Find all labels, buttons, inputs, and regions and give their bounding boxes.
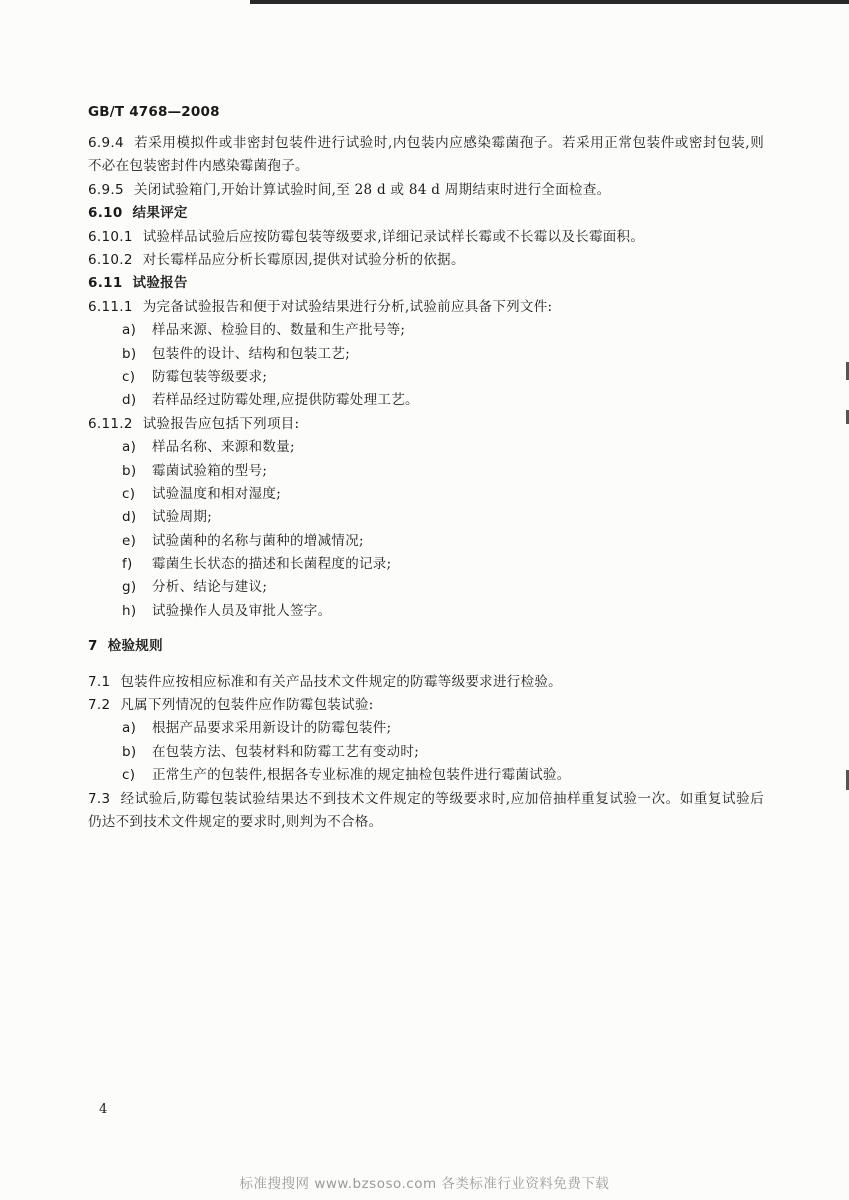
clause-number: 6.11 (88, 275, 123, 292)
clause-number: 6.11.1 (88, 298, 133, 315)
list-item (88, 436, 764, 459)
clause-text: 试验样品试验后应按防霉包装等级要求,详细记录试样长霉或不长霉以及长霉面积。 (142, 228, 645, 245)
list-item (88, 389, 764, 412)
clause-title: 结果评定 (132, 205, 188, 222)
clause-text: 对长霉样品应分析长霉原因,提供对试验分析的依据。 (142, 251, 465, 268)
clause-text: 关闭试验箱门,开始计算试验时间,至 28 d 或 84 d 周期结束时进行全面检查。 (133, 181, 611, 198)
clause-6-10-heading (88, 202, 764, 225)
clause-text: 经试验后,防霉包装试验结果达不到技术文件规定的等级要求时,应加倍抽样重复试验一次。如重复试验后仍达不到技术文件规定的要求时,则判为不合格。 (88, 790, 764, 830)
item-label: a) (122, 322, 137, 339)
list-item (88, 506, 764, 529)
document-body (88, 132, 764, 834)
clause-number: 6.10.1 (88, 228, 133, 245)
item-label: a) (122, 439, 137, 456)
item-text: 若样品经过防霉处理,应提供防霉处理工艺。 (152, 392, 419, 409)
clause-6-11-heading (88, 272, 764, 295)
clause-text: 凡属下列情况的包装件应作防霉包装试验: (120, 697, 374, 714)
clause-title: 试验报告 (132, 275, 188, 292)
clause-number: 6.9.4 (88, 135, 124, 151)
item-label: d) (122, 509, 137, 526)
clause-title: 检验规则 (107, 638, 163, 655)
list-item (88, 319, 764, 342)
section-spacer (88, 623, 764, 635)
clause-text: 包装件应按相应标准和有关产品技术文件规定的防霉等级要求进行检验。 (120, 673, 562, 690)
item-text: 霉菌生长状态的描述和长菌程度的记录; (152, 556, 392, 573)
clause-7-3 (88, 788, 764, 835)
item-label: b) (122, 462, 137, 479)
item-text: 根据产品要求采用新设计的防霉包装件; (152, 720, 392, 737)
item-label: e) (122, 532, 137, 549)
item-text: 分析、结论与建议; (152, 579, 268, 596)
clause-number: 7.3 (88, 790, 111, 807)
item-label: b) (122, 743, 137, 760)
item-label: g) (122, 579, 137, 596)
list-item (88, 717, 764, 740)
clause-7-1 (88, 671, 764, 694)
clause-number: 6.9.5 (88, 181, 124, 198)
section-spacer (88, 659, 764, 671)
clause-6-11-2 (88, 413, 764, 436)
item-text: 防霉包装等级要求; (152, 368, 268, 385)
clause-7-2 (88, 694, 764, 717)
item-text: 试验温度和相对湿度; (152, 485, 282, 502)
list-item (88, 530, 764, 553)
clause-text: 若采用模拟件或非密封包装件进行试验时,内包装内应感染霉菌孢子。若采用正常包装件或密封包装,则不必在包装密封件内感染霉菌孢子。 (88, 135, 764, 175)
clause-7-heading (88, 635, 764, 658)
item-text: 样品名称、来源和数量; (152, 439, 295, 456)
item-label: d) (122, 392, 137, 409)
item-label: h) (122, 602, 137, 619)
clause-6-10-2 (88, 249, 764, 272)
list-item (88, 764, 764, 787)
clause-6-10-1 (88, 226, 764, 249)
list-item (88, 460, 764, 483)
item-label: b) (122, 345, 137, 362)
clause-6-11-1 (88, 296, 764, 319)
list-item (88, 343, 764, 366)
clause-number: 7.2 (88, 697, 111, 714)
item-text: 样品来源、检验目的、数量和生产批号等; (152, 322, 406, 339)
item-label: c) (122, 368, 136, 385)
item-text: 霉菌试验箱的型号; (152, 462, 268, 479)
clause-text: 试验报告应包括下列项目: (142, 415, 300, 432)
item-text: 正常生产的包装件,根据各专业标准的规定抽检包装件进行霉菌试验。 (152, 767, 571, 784)
clause-6-9-5 (88, 179, 764, 202)
footer-watermark: 标准搜搜网 www.bzsoso.com 各类标准行业资料免费下载 (239, 1176, 610, 1192)
item-label: f) (122, 556, 133, 573)
clause-text: 为完备试验报告和便于对试验结果进行分析,试验前应具备下列文件: (142, 298, 553, 315)
clause-number: 7 (88, 638, 98, 655)
clause-number: 6.10 (88, 205, 123, 222)
list-item (88, 483, 764, 506)
clause-number: 6.11.2 (88, 415, 133, 432)
list-item (88, 366, 764, 389)
list-item (88, 553, 764, 576)
clause-number: 6.10.2 (88, 251, 133, 268)
item-text: 试验操作人员及审批人签字。 (152, 602, 332, 619)
top-rule (250, 0, 849, 4)
item-label: a) (122, 720, 137, 737)
item-text: 试验菌种的名称与菌种的增减情况; (152, 532, 364, 549)
item-label: c) (122, 767, 136, 784)
list-item (88, 600, 764, 623)
list-item (88, 576, 764, 599)
clause-number: 7.1 (88, 673, 111, 690)
standard-code: GB/T 4768—2008 (88, 104, 220, 120)
clause-6-9-4 (88, 132, 764, 179)
item-text: 包装件的设计、结构和包装工艺; (152, 345, 351, 362)
item-text: 试验周期; (152, 509, 213, 526)
item-label: c) (122, 485, 136, 502)
page-number: 4 (99, 1102, 108, 1117)
item-text: 在包装方法、包装材料和防霉工艺有变动时; (152, 743, 420, 760)
list-item (88, 741, 764, 764)
